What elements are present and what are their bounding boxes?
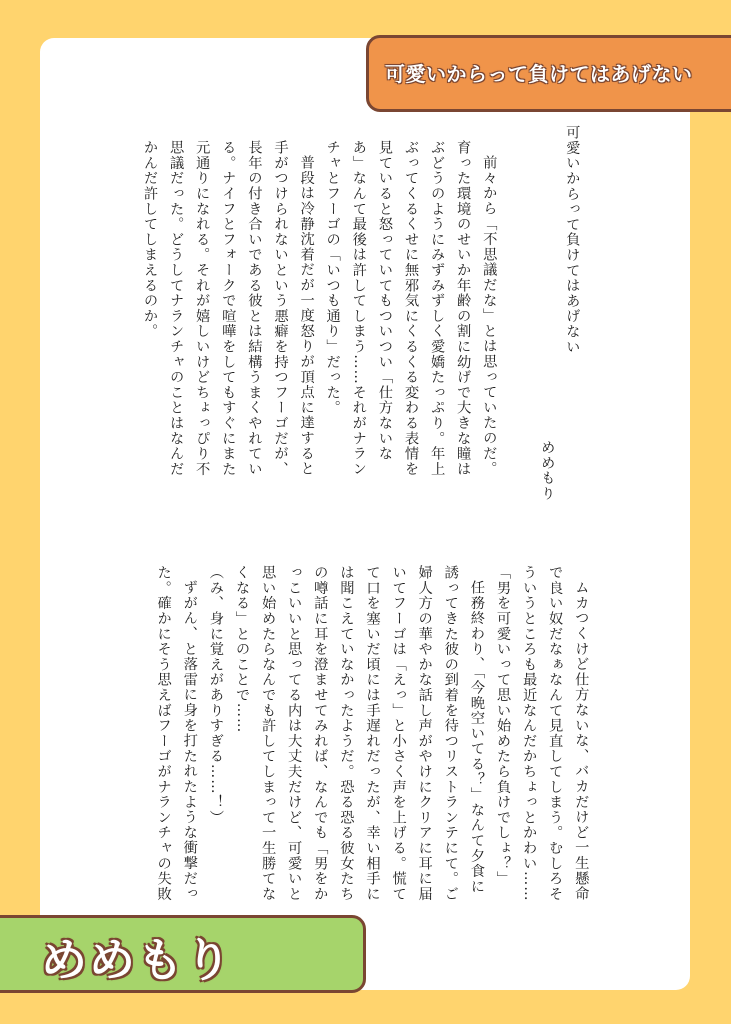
- text-column: て口を塞いだ頃には手遅れだったが、幸い相手に: [364, 565, 381, 902]
- text-column: で良い奴だなぁなんて見直してしまう。むしろそ: [547, 565, 564, 902]
- text-column: っこいいと思ってる内は大丈夫だけど、可愛いと: [286, 565, 303, 902]
- text-column: 誘ってきた彼の到着を待つリストランテにて。ご: [442, 565, 459, 902]
- text-column: 育った環境のせいか年齢の割に幼げで大きな瞳は: [455, 140, 472, 477]
- text-column: ぶどうのようにみずみずしく愛嬌たっぷり。年上: [429, 140, 446, 477]
- text-column: 思い始めたらなんでも許してしまって一生勝てな: [260, 565, 277, 902]
- text-column: は聞こえていなかったようだ。恐る恐る彼女たち: [338, 565, 355, 902]
- text-column: いてフーゴは「えっ」と小さく声を上げる。慌て: [390, 565, 407, 902]
- text-column: 前々から「不思議だな」とは思っていたのだ。: [481, 155, 498, 477]
- text-column: の噂話に耳を澄ませてみれば、なんでも「男をか: [312, 565, 329, 902]
- text-column: 任務終わり、「今晩空いてる？」なんて夕食に: [468, 580, 485, 895]
- text-column: 普段は冷静沈着だが一度怒りが頂点に達すると: [298, 155, 315, 477]
- text-column: （み、身に覚えがありすぎる……！）: [207, 565, 224, 826]
- text-column: 「男を可愛いって思い始めたら負けでしょ？」: [494, 565, 511, 887]
- text-column: ムカつくけど仕方ないな、バカだけど一生懸命: [573, 580, 590, 902]
- text-column: チャとフーゴの「いつも通り」だった。: [324, 140, 341, 416]
- text-column: 思議だった。どうしてナランチャのことはなんだ: [168, 140, 185, 477]
- author-banner: [0, 915, 366, 993]
- text-column: 婦人方の華やかな話し声がやけにクリアに耳に届: [416, 565, 433, 902]
- author-name: めめもり: [41, 933, 233, 987]
- text-column: ういうところも最近なんだかちょっとかわい……: [521, 565, 538, 902]
- text-column: 見ていると怒っていてもついつい「仕方ないな: [376, 140, 393, 462]
- story-title: 可愛いからって負けてはあげない: [564, 125, 581, 355]
- text-column: 元通りになれる。それが嬉しいけどちょっぴり不: [194, 140, 211, 477]
- text-column: あ」なんて最後は許してしまう……それがナラン: [350, 140, 367, 477]
- story-author: めめもり: [539, 440, 556, 502]
- text-column: ぶってくるくせに無邪気にくるくる変わる表情を: [402, 140, 419, 477]
- title-banner: [366, 35, 731, 112]
- text-column: くなる」とのことで……: [233, 565, 250, 734]
- text-column: た。確かにそう思えばフーゴがナランチャの失敗: [155, 565, 172, 902]
- text-column: る。ナイフとフォークで喧嘩をしてもすぐにまた: [220, 140, 237, 477]
- text-column: かんだ許してしまえるのか。: [141, 140, 158, 339]
- text-column: ずがん、と落雷に身を打たれたような衝撃だっ: [181, 580, 198, 902]
- text-column: 長年の付き合いである彼とは結構うまくやれてい: [246, 140, 263, 477]
- text-column: 手がつけられないという悪癖を持つフーゴだが、: [272, 140, 289, 477]
- banner-title: 可愛いからって負けてはあげない: [385, 62, 693, 86]
